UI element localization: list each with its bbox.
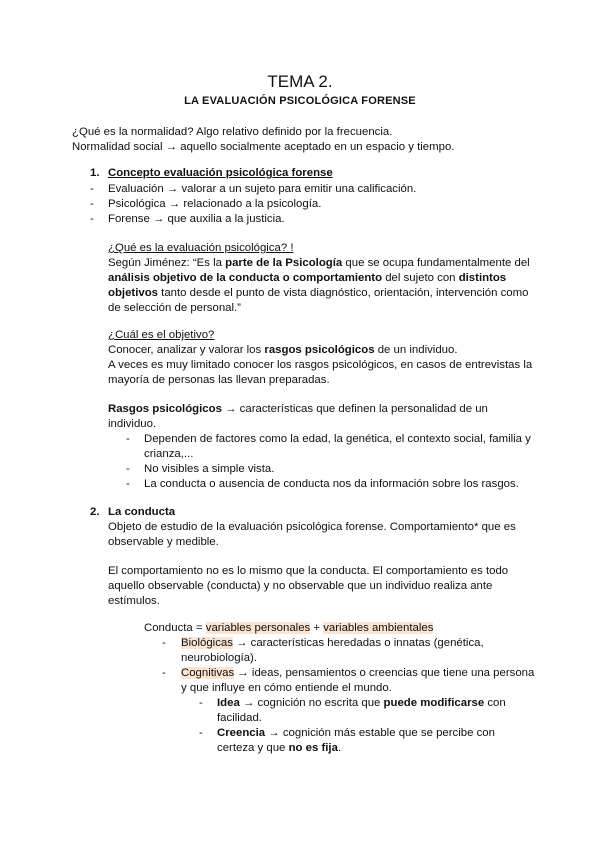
intro-line-1: ¿Qué es la normalidad? Algo relativo definido por la frecuencia. <box>72 126 393 138</box>
quote-line-3: objetivos tanto desde el punto de vista diagnóstico, orientación, intervención como <box>108 287 529 299</box>
biological-line-2: neurobiología). <box>181 652 257 664</box>
bullet-dash: - <box>126 478 130 490</box>
page-title: TEMA 2. <box>267 72 333 91</box>
quote-line-2: análisis objetivo de la conducta o comportamiento del sujeto con distintos <box>108 272 507 284</box>
page-subtitle: LA EVALUACIÓN PSICOLÓGICA FORENSE <box>184 95 416 107</box>
bullet-dash: - <box>90 198 94 210</box>
traits-bullet-1: Dependen de factores como la edad, la genética, el contexto social, familia y <box>144 433 531 445</box>
conduct-para-2-line-1: El comportamiento no es lo mismo que la conducta. El comportamiento es todo <box>108 565 509 577</box>
bullet-dash: - <box>162 667 166 679</box>
conduct-formula: Conducta = variables personales + variables ambientales <box>144 622 434 634</box>
conduct-para-2-line-3: estímulos. <box>108 595 160 607</box>
section-2-heading: La conducta <box>108 506 176 518</box>
conduct-para-1-line-1: Objeto de estudio de la evaluación psicológica forense. Comportamiento* que es <box>108 521 516 533</box>
section-1-bullet-1: Evaluación → valorar a un sujeto para emitir una calificación. <box>108 183 417 195</box>
idea-line-1: Idea → cognición no escrita que puede modificarse con <box>217 697 506 709</box>
bullet-dash: - <box>199 697 203 709</box>
bullet-dash: - <box>126 433 130 445</box>
conduct-para-1-line-2: observable y medible. <box>108 536 219 548</box>
traits-bullet-3: La conducta o ausencia de conducta nos da información sobre los rasgos. <box>144 478 519 490</box>
question-evaluation: ¿Qué es la evaluación psicológica? ! <box>108 242 294 254</box>
bullet-dash: - <box>126 463 130 475</box>
section-1-bullet-3: Forense → que auxilia a la justicia. <box>108 213 285 225</box>
objective-line-2: A veces es muy limitado conocer los rasgos psicológicos, en casos de entrevistas la <box>108 359 533 371</box>
section-1-heading: Concepto evaluación psicológica forense <box>108 167 333 179</box>
section-2-number: 2. <box>90 506 100 518</box>
traits-bullet-1-cont: crianza,... <box>144 448 194 460</box>
section-1-number: 1. <box>90 167 100 179</box>
bullet-dash: - <box>90 183 94 195</box>
quote-line-1: Según Jiménez: “Es la parte de la Psicología que se ocupa fundamentalmente del <box>108 257 530 269</box>
section-1-bullet-2: Psicológica → relacionado a la psicología. <box>108 198 322 210</box>
biological-line-1: Biológicas → características heredadas o innatas (genética, <box>181 637 484 649</box>
quote-line-4: de selección de personal.” <box>108 302 241 314</box>
belief-line-2: certeza y que no es fija. <box>217 742 342 754</box>
bullet-dash: - <box>90 213 94 225</box>
objective-line-3: mayoría de personas las llevan preparadas. <box>108 374 330 386</box>
cognitive-line-2: y que influye en cómo entiende el mundo. <box>181 682 392 694</box>
objective-line-1: Conocer, analizar y valorar los rasgos psicológicos de un individuo. <box>108 344 458 356</box>
bullet-dash: - <box>162 637 166 649</box>
traits-line-2: individuo. <box>108 418 157 430</box>
conduct-para-2-line-2: aquello observable (conducta) y no observable que un individuo realiza ante <box>108 580 493 592</box>
cognitive-line-1: Cognitivas → ideas, pensamientos o creencias que tiene una persona <box>181 667 535 679</box>
intro-line-2: Normalidad social → aquello socialmente aceptado en un espacio y tiempo. <box>72 141 455 153</box>
traits-line-1: Rasgos psicológicos → características que definen la personalidad de un <box>108 403 488 415</box>
traits-bullet-2: No visibles a simple vista. <box>144 463 275 475</box>
belief-line-1: Creencia → cognición más estable que se percibe con <box>217 727 495 739</box>
idea-line-2: facilidad. <box>217 712 262 724</box>
question-objective: ¿Cuál es el objetivo? <box>108 329 215 341</box>
bullet-dash: - <box>199 727 203 739</box>
